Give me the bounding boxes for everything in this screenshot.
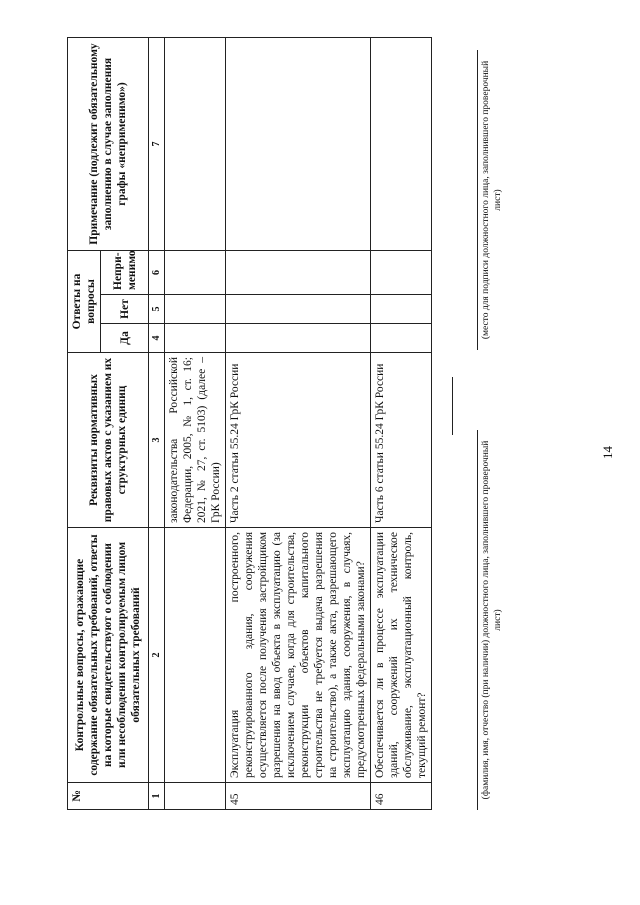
- legal-reference: Часть 6 статьи 55.24 ГрК России: [371, 353, 432, 528]
- table-row-continuation: [165, 38, 226, 810]
- legal-reference: Часть 2 статьи 55.24 ГрК России: [226, 353, 371, 528]
- header-yes: Да: [101, 324, 149, 353]
- control-question: Обеспечивается ли в процессе эксплуатации зданий, сооружений их техническое обслуживание, эксплуатационный контроль, текущий ремонт?: [371, 528, 432, 783]
- legal-ref-continuation: законодательства Российской Федерации, 2005, № 1, ст. 16; 2021, № 27, ст. 5103) (далее – ГрК России): [165, 353, 226, 528]
- official-name-caption: (фамилия, имя, отчество (при наличии) должностного лица, заполнившего проверочный лист): [481, 440, 503, 800]
- official-name-signature-block: [477, 430, 504, 810]
- table-row: [371, 38, 432, 810]
- note-cell[interactable]: [371, 38, 432, 251]
- answer-yes-cell[interactable]: [226, 324, 371, 353]
- column-number: 3: [149, 353, 165, 528]
- page-number: 14: [600, 446, 615, 459]
- date-line: [452, 377, 453, 435]
- answer-no-cell[interactable]: [371, 295, 432, 324]
- header-legal-refs: Реквизиты нормативных правовых актов с указанием их структурных единиц: [68, 353, 149, 528]
- signature-line: [477, 50, 478, 350]
- header-note: Примечание (подлежит обязательному заполнению в случае заполнения графы «неприменимо»): [68, 38, 149, 251]
- row-number: 45: [226, 783, 371, 810]
- column-number: 1: [149, 783, 165, 810]
- header-no: Нет: [101, 295, 149, 324]
- official-signature-caption: (место для подписи должностного лица, заполнившего проверочный лист): [481, 60, 503, 340]
- answer-no-cell[interactable]: [226, 295, 371, 324]
- signature-line: [477, 430, 478, 810]
- answer-yes-cell[interactable]: [371, 324, 432, 353]
- answer-na-cell[interactable]: [371, 251, 432, 295]
- table-row: [226, 38, 371, 810]
- answer-na-cell[interactable]: [226, 251, 371, 295]
- note-cell[interactable]: [226, 38, 371, 251]
- row-number: 46: [371, 783, 432, 810]
- header-not-applicable: Непри-менимо: [101, 251, 149, 295]
- column-number: 5: [149, 295, 165, 324]
- header-answers: Ответы на вопросы: [68, 251, 101, 353]
- column-number: 2: [149, 528, 165, 783]
- header-number: №: [68, 783, 149, 810]
- header-questions: Контрольные вопросы, отражающие содержание обязательных требований, ответы на которые свидетельствуют о соблюдении или несоблюдении контролируемым лицом обязательных требований: [68, 528, 149, 783]
- column-number: 7: [149, 38, 165, 251]
- official-signature-block: [477, 50, 504, 350]
- control-question: Эксплуатация построенного, реконструированного здания, сооружения осуществляется после получения застройщиком разрешения на ввод объекта в эксплуатацию (за исключением случаев, когда для строительства, реконструкции объектов капитального строительства не требуется выдача разрешения на строительство), а также акта, разрешающего эксплуатацию здания, сооружения, в случаях, предусмотренных федеральными законами?: [226, 528, 371, 783]
- checklist-table: [67, 37, 432, 810]
- column-numbers-row: [149, 38, 165, 810]
- column-number: 6: [149, 251, 165, 295]
- column-number: 4: [149, 324, 165, 353]
